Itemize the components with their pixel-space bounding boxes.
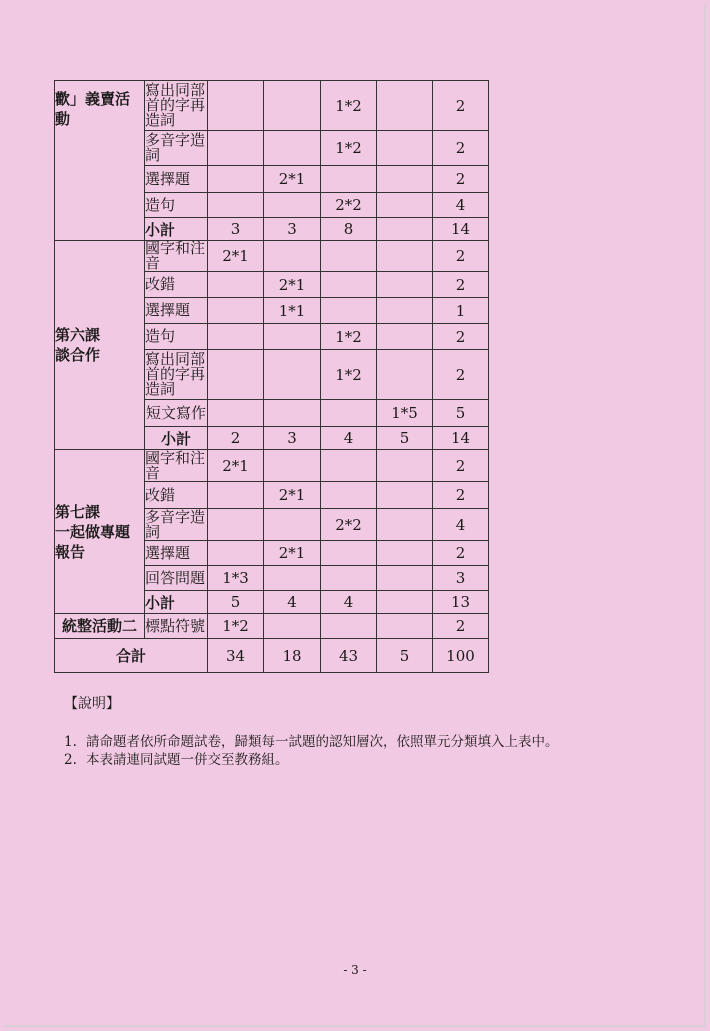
note-number: 2. bbox=[64, 752, 77, 768]
item-label: 短文寫作 bbox=[145, 400, 208, 427]
cell bbox=[321, 450, 377, 482]
cell bbox=[377, 450, 433, 482]
cell bbox=[321, 241, 377, 272]
subtotal-total: 14 bbox=[433, 218, 489, 241]
cell bbox=[208, 482, 264, 509]
cell bbox=[321, 400, 377, 427]
subtotal-total: 13 bbox=[433, 591, 489, 614]
cell bbox=[264, 450, 321, 482]
cell bbox=[208, 131, 264, 166]
row-total: 5 bbox=[433, 400, 489, 427]
cell bbox=[377, 81, 433, 131]
row-total: 2 bbox=[433, 450, 489, 482]
subtotal-cell: 4 bbox=[264, 591, 321, 614]
subtotal-cell: 8 bbox=[321, 218, 377, 241]
subtotal-cell: 4 bbox=[321, 591, 377, 614]
row-total: 2 bbox=[433, 166, 489, 193]
cell bbox=[264, 324, 321, 350]
table-row bbox=[55, 450, 489, 482]
item-label: 改錯 bbox=[145, 272, 208, 298]
subtotal-cell: 5 bbox=[377, 427, 433, 450]
item-label: 標點符號 bbox=[145, 614, 208, 639]
unit-name bbox=[55, 241, 145, 450]
row-total: 2 bbox=[433, 324, 489, 350]
row-total: 2 bbox=[433, 541, 489, 566]
grand-total-cell: 18 bbox=[264, 639, 321, 673]
cell bbox=[321, 298, 377, 324]
cell bbox=[377, 324, 433, 350]
subtotal-cell: 3 bbox=[208, 218, 264, 241]
cell: 1*3 bbox=[208, 566, 264, 591]
grand-total-row bbox=[55, 639, 489, 673]
subtotal-cell bbox=[377, 591, 433, 614]
item-label: 多音字造詞 bbox=[145, 509, 208, 541]
cell bbox=[377, 241, 433, 272]
cell bbox=[264, 614, 321, 639]
row-total: 4 bbox=[433, 193, 489, 218]
cell: 2*2 bbox=[321, 509, 377, 541]
subtotal-label: 小計 bbox=[145, 591, 208, 614]
row-total: 3 bbox=[433, 566, 489, 591]
subtotal-label: 小計 bbox=[145, 427, 208, 450]
cell bbox=[208, 541, 264, 566]
cell bbox=[321, 166, 377, 193]
cell: 1*1 bbox=[264, 298, 321, 324]
subtotal-cell: 3 bbox=[264, 218, 321, 241]
table-row bbox=[55, 241, 489, 272]
grand-total-label: 合計 bbox=[55, 639, 208, 673]
row-total: 2 bbox=[433, 614, 489, 639]
cell: 1*2 bbox=[321, 324, 377, 350]
cell bbox=[321, 482, 377, 509]
row-total: 2 bbox=[433, 241, 489, 272]
row-total: 1 bbox=[433, 298, 489, 324]
cell: 2*1 bbox=[208, 450, 264, 482]
grand-total-cell: 43 bbox=[321, 639, 377, 673]
item-label: 選擇題 bbox=[145, 166, 208, 193]
cell bbox=[321, 614, 377, 639]
subtotal-cell bbox=[377, 218, 433, 241]
cell: 2*1 bbox=[264, 482, 321, 509]
cell: 2*1 bbox=[264, 541, 321, 566]
note-item bbox=[64, 733, 664, 751]
cell bbox=[264, 81, 321, 131]
unit-name-line: 一起做專題 bbox=[55, 522, 131, 541]
cell bbox=[377, 614, 433, 639]
cell bbox=[377, 350, 433, 400]
cell: 2*2 bbox=[321, 193, 377, 218]
cell bbox=[208, 166, 264, 193]
cell bbox=[377, 166, 433, 193]
question-classification-table bbox=[54, 80, 489, 673]
cell: 1*2 bbox=[208, 614, 264, 639]
unit-name: 歡」義賣活動 bbox=[55, 81, 145, 241]
cell: 2*1 bbox=[264, 166, 321, 193]
cell bbox=[264, 400, 321, 427]
cell bbox=[264, 566, 321, 591]
notes-list bbox=[64, 733, 664, 769]
item-label: 國字和注音 bbox=[145, 241, 208, 272]
unit-name-line: 報告 bbox=[55, 542, 86, 561]
item-label: 回答問題 bbox=[145, 566, 208, 591]
cell bbox=[377, 298, 433, 324]
cell bbox=[264, 350, 321, 400]
item-label: 選擇題 bbox=[145, 298, 208, 324]
cell bbox=[264, 241, 321, 272]
cell bbox=[264, 509, 321, 541]
unit-name: 統整活動二 bbox=[55, 614, 145, 639]
item-label: 造句 bbox=[145, 193, 208, 218]
cell bbox=[377, 193, 433, 218]
subtotal-label: 小計 bbox=[145, 218, 208, 241]
page-number: - 3 - bbox=[343, 963, 367, 977]
subtotal-cell: 3 bbox=[264, 427, 321, 450]
cell bbox=[264, 193, 321, 218]
row-total: 2 bbox=[433, 272, 489, 298]
note-text: 請命題者依所命題試卷，歸類每一試題的認知層次，依照單元分類填入上表中。 bbox=[86, 734, 559, 750]
cell bbox=[377, 482, 433, 509]
grand-total-sum: 100 bbox=[433, 639, 489, 673]
cell: 2*1 bbox=[208, 241, 264, 272]
cell bbox=[208, 272, 264, 298]
cell bbox=[377, 566, 433, 591]
cell bbox=[264, 131, 321, 166]
subtotal-cell: 4 bbox=[321, 427, 377, 450]
item-label: 寫出同部首的字再造詞 bbox=[145, 350, 208, 400]
cell bbox=[377, 509, 433, 541]
cell bbox=[377, 272, 433, 298]
item-label: 寫出同部首的字再造詞 bbox=[145, 81, 208, 131]
subtotal-cell: 5 bbox=[208, 591, 264, 614]
table-row bbox=[55, 614, 489, 639]
item-label: 造句 bbox=[145, 324, 208, 350]
row-total: 2 bbox=[433, 350, 489, 400]
cell bbox=[377, 541, 433, 566]
notes-title: 【說明】 bbox=[64, 696, 120, 712]
cell bbox=[321, 272, 377, 298]
table-row bbox=[55, 81, 489, 131]
item-label: 選擇題 bbox=[145, 541, 208, 566]
cell bbox=[208, 298, 264, 324]
cell bbox=[321, 541, 377, 566]
cell: 1*2 bbox=[321, 350, 377, 400]
unit-name-line: 談合作 bbox=[55, 346, 101, 364]
note-item bbox=[64, 751, 664, 769]
unit-name-line: 第七課 bbox=[55, 502, 101, 521]
cell bbox=[208, 400, 264, 427]
note-text: 本表請連同試題一併交至教務組。 bbox=[86, 752, 289, 768]
cell: 2*1 bbox=[264, 272, 321, 298]
cell: 1*5 bbox=[377, 400, 433, 427]
grand-total-cell: 5 bbox=[377, 639, 433, 673]
cell: 1*2 bbox=[321, 81, 377, 131]
subtotal-total: 14 bbox=[433, 427, 489, 450]
cell bbox=[321, 566, 377, 591]
row-total: 2 bbox=[433, 81, 489, 131]
unit-name bbox=[55, 450, 145, 614]
cell bbox=[208, 350, 264, 400]
item-label: 國字和注音 bbox=[145, 450, 208, 482]
subtotal-cell: 2 bbox=[208, 427, 264, 450]
item-label: 改錯 bbox=[145, 482, 208, 509]
row-total: 2 bbox=[433, 131, 489, 166]
grand-total-cell: 34 bbox=[208, 639, 264, 673]
cell: 1*2 bbox=[321, 131, 377, 166]
cell bbox=[208, 324, 264, 350]
unit-name-line: 第六課 bbox=[55, 326, 101, 344]
note-number: 1. bbox=[64, 734, 77, 750]
cell bbox=[208, 193, 264, 218]
cell bbox=[208, 509, 264, 541]
cell bbox=[377, 131, 433, 166]
row-total: 2 bbox=[433, 482, 489, 509]
cell bbox=[208, 81, 264, 131]
item-label: 多音字造詞 bbox=[145, 131, 208, 166]
row-total: 4 bbox=[433, 509, 489, 541]
